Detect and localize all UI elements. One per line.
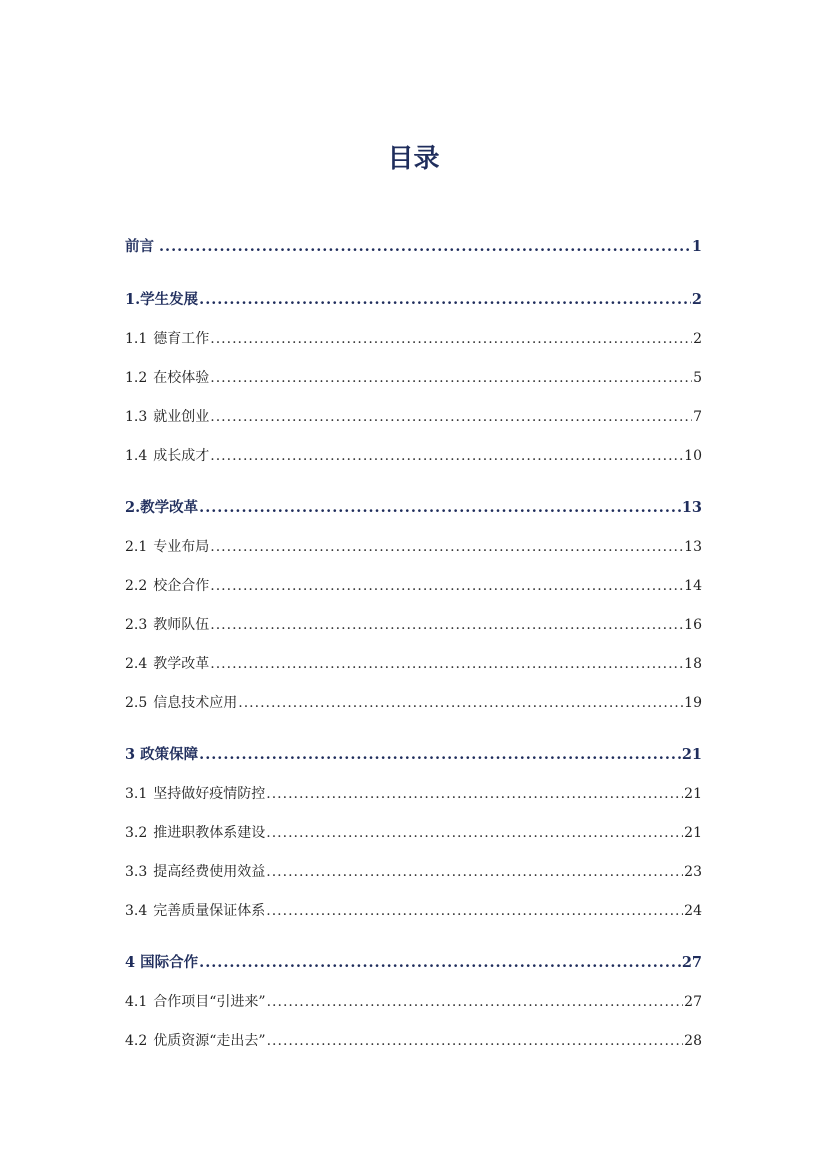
toc-dot-leader (210, 614, 683, 636)
toc-page-number: 21 (681, 746, 702, 763)
toc-entry-number: 1.3 (125, 409, 148, 425)
toc-dot-leader (210, 536, 683, 558)
toc-entry-number: 2.4 (125, 656, 148, 672)
toc-dot-leader (159, 236, 691, 258)
toc-dot-leader (199, 289, 691, 311)
toc-dot-leader (238, 692, 683, 714)
toc-entry-number: 3.2 (125, 825, 148, 841)
toc-entry-label: 就业创业 (153, 409, 210, 425)
toc-subsection-entry[interactable] (125, 406, 702, 428)
toc-entry-label: 成长成才 (153, 448, 210, 464)
toc-entry-label: 在校体验 (153, 370, 210, 386)
toc-entry-label: 专业布局 (153, 539, 210, 555)
toc-page-number: 5 (693, 370, 702, 386)
toc-subsection-entry[interactable] (125, 861, 702, 883)
toc-entry-label: 前言 (125, 238, 154, 255)
toc-entry-label: 校企合作 (153, 578, 210, 594)
toc-entry-label: 坚持做好疫情防控 (153, 786, 266, 802)
toc-entry-number: 3 (125, 746, 141, 763)
toc-page-number: 1 (691, 238, 702, 255)
toc-page-number: 13 (681, 499, 702, 516)
toc-entry-number: 1.4 (125, 448, 148, 464)
toc-page-number: 16 (684, 617, 702, 633)
toc-page-number: 27 (684, 994, 702, 1010)
toc-section-entry[interactable] (125, 952, 702, 974)
toc-entry-number: 2.2 (125, 578, 148, 594)
toc-subsection-entry[interactable] (125, 653, 702, 675)
toc-subsection-entry[interactable] (125, 692, 702, 714)
toc-dot-leader (199, 952, 681, 974)
toc-subsection-entry[interactable] (125, 783, 702, 805)
toc-page-number: 27 (681, 954, 702, 971)
page-title: 目录 (387, 144, 440, 174)
toc-entry-number: 3.4 (125, 903, 148, 919)
toc-entry-label: 合作项目“引进来” (153, 994, 266, 1010)
toc-dot-leader (210, 406, 692, 428)
toc-entry-label: 政策保障 (140, 746, 199, 763)
toc-page-number: 13 (684, 539, 702, 555)
toc-page-number: 21 (684, 825, 702, 841)
toc-entry-number: 3.3 (125, 864, 148, 880)
toc-dot-leader (266, 783, 683, 805)
toc-dot-leader (210, 575, 683, 597)
toc-dot-leader (210, 367, 692, 389)
toc-entry-number: 1.1 (125, 331, 148, 347)
toc-page-number: 10 (684, 448, 702, 464)
toc-subsection-entry[interactable] (125, 328, 702, 350)
toc-entry-label: 德育工作 (153, 331, 210, 347)
toc-entry-label: 教学改革 (153, 656, 210, 672)
toc-section-entry[interactable] (125, 497, 702, 519)
toc-entry-number: 2.5 (125, 695, 148, 711)
toc-subsection-entry[interactable] (125, 991, 702, 1013)
toc-page-number: 23 (684, 864, 702, 880)
toc-page-number: 21 (684, 786, 702, 802)
toc-entry-number: 4.1 (125, 994, 148, 1010)
toc-page-number: 28 (684, 1033, 702, 1049)
toc-dot-leader (199, 744, 681, 766)
toc-page-number: 2 (691, 291, 702, 308)
toc-dot-leader (266, 861, 683, 883)
toc-subsection-entry[interactable] (125, 536, 702, 558)
toc-entry-number: 2.3 (125, 617, 148, 633)
toc-section-entry[interactable] (125, 289, 702, 311)
toc-page-number: 14 (684, 578, 702, 594)
toc-dot-leader (210, 445, 683, 467)
toc-dot-leader (267, 991, 684, 1013)
toc-section-entry[interactable] (125, 744, 702, 766)
toc-entry-label: 教师队伍 (153, 617, 210, 633)
toc-subsection-entry[interactable] (125, 445, 702, 467)
toc-entry-label: 推进职教体系建设 (153, 825, 266, 841)
toc-dot-leader (267, 1030, 684, 1052)
toc-entry-number: 1.2 (125, 370, 148, 386)
toc-entry-number: 2. (125, 499, 141, 516)
toc-entry-number: 4 (125, 954, 141, 971)
toc-entry-label: 国际合作 (140, 954, 199, 971)
toc-entry-label: 学生发展 (140, 291, 199, 308)
toc-page-number: 18 (684, 656, 702, 672)
toc-entry-number: 1. (125, 291, 141, 308)
toc-entry-label: 提高经费使用效益 (153, 864, 266, 880)
toc-page-number: 19 (684, 695, 702, 711)
toc-section-entry[interactable] (125, 236, 702, 258)
toc-dot-leader (210, 653, 683, 675)
toc-subsection-entry[interactable] (125, 900, 702, 922)
toc-dot-leader (199, 497, 681, 519)
toc-subsection-entry[interactable] (125, 822, 702, 844)
toc-page-number: 24 (684, 903, 702, 919)
toc-dot-leader (266, 900, 683, 922)
toc-page-number: 7 (693, 409, 702, 425)
toc-subsection-entry[interactable] (125, 367, 702, 389)
toc-dot-leader (210, 328, 692, 350)
toc-subsection-entry[interactable] (125, 575, 702, 597)
toc-dot-leader (266, 822, 683, 844)
toc-entry-number: 2.1 (125, 539, 148, 555)
toc-entry-label: 完善质量保证体系 (153, 903, 266, 919)
toc-page-number: 2 (693, 331, 702, 347)
toc-subsection-entry[interactable] (125, 614, 702, 636)
toc-entry-label: 信息技术应用 (153, 695, 238, 711)
toc-entry-number: 3.1 (125, 786, 148, 802)
toc-entry-label: 教学改革 (140, 499, 199, 516)
toc-entry-label: 优质资源“走出去” (153, 1033, 266, 1049)
toc-subsection-entry[interactable] (125, 1030, 702, 1052)
toc-entry-number: 4.2 (125, 1033, 148, 1049)
